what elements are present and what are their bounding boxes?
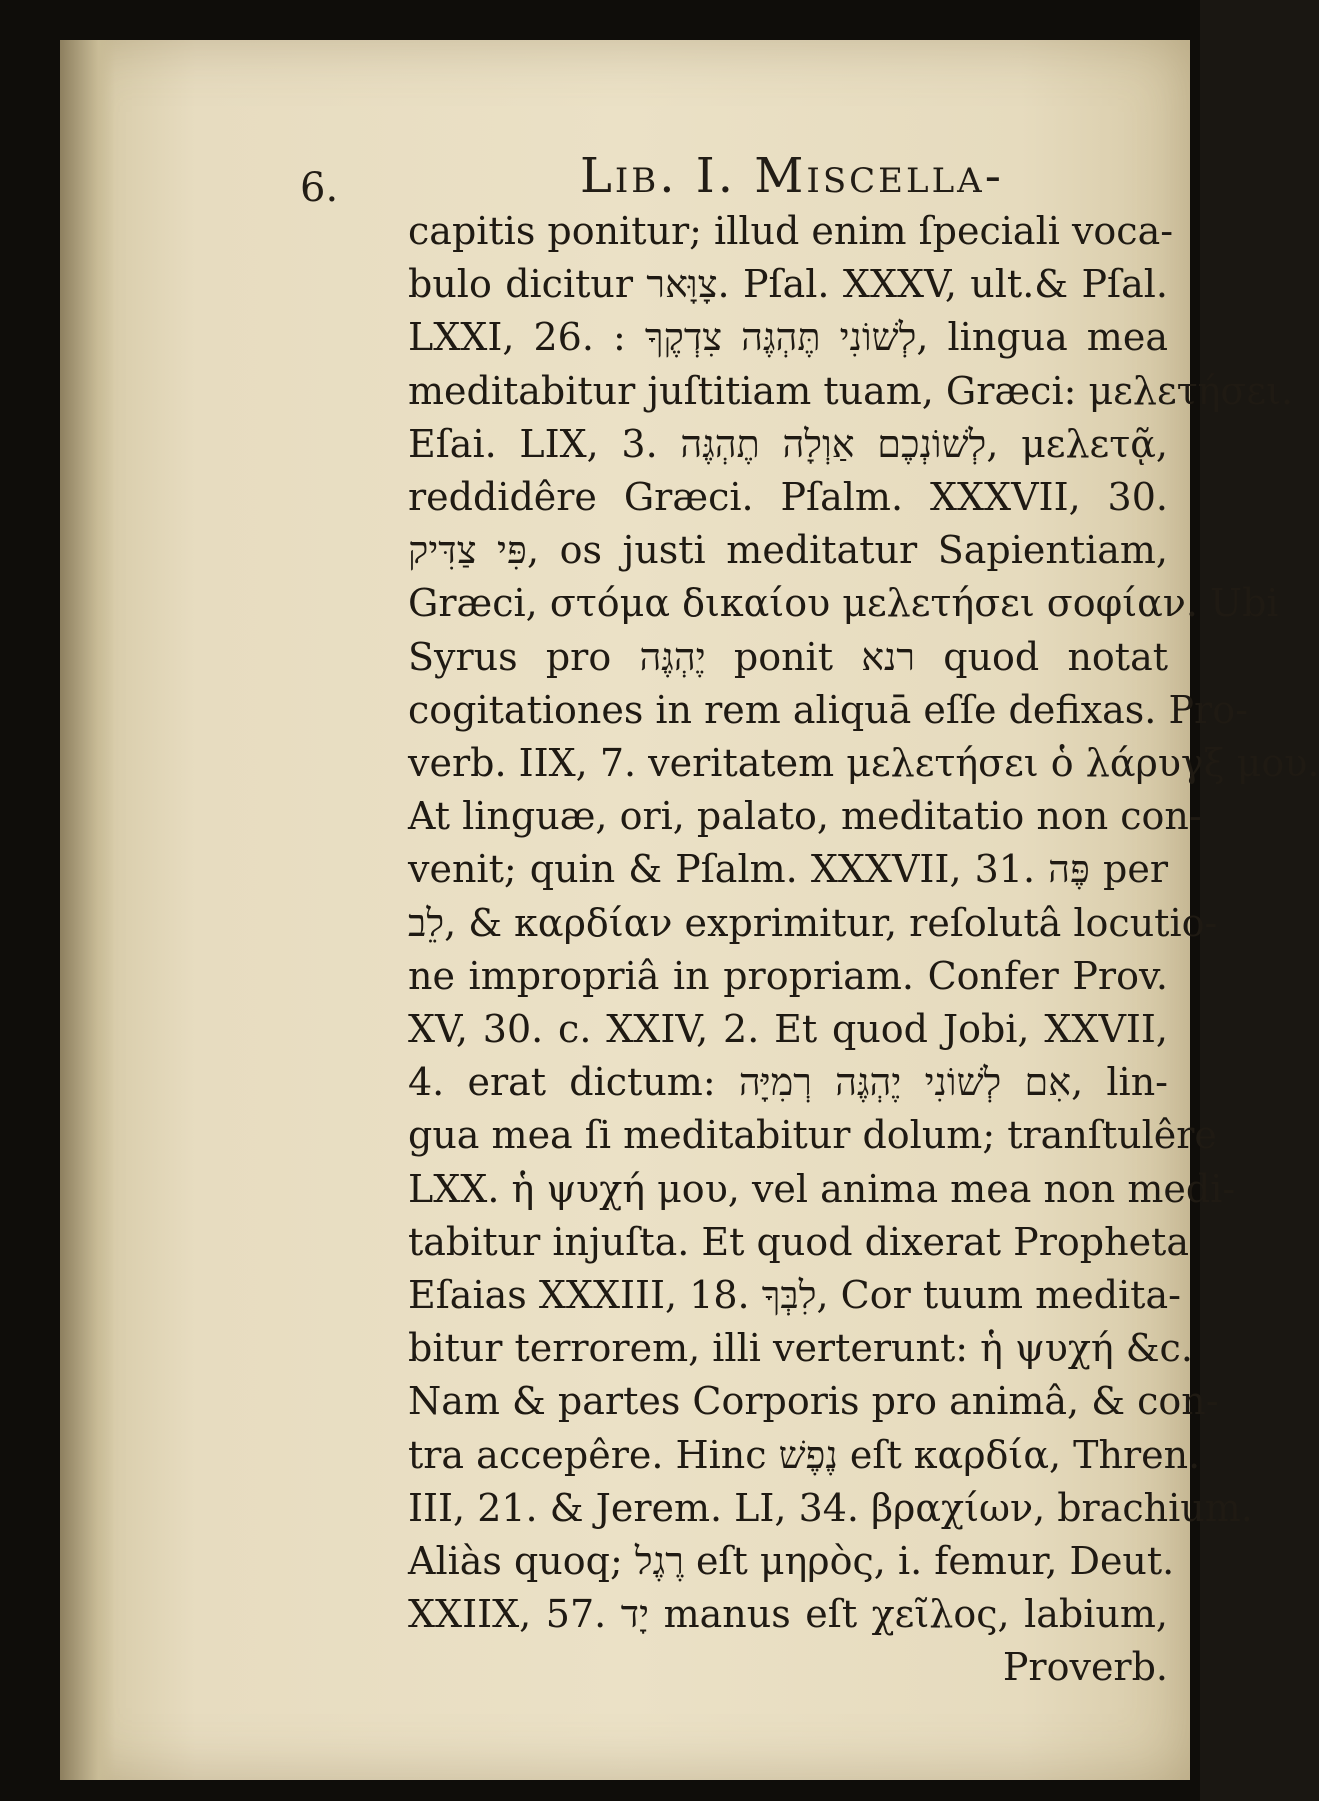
text-line: bitur terrorem, illi verterunt: ἡ ψυχή &c.: [408, 1326, 1193, 1371]
page-gutter: [60, 40, 115, 1780]
text-line: venit; quin & Pſalm. XXXVII, 31. פֶּה per: [408, 847, 1168, 892]
text-line: LXX. ἡ ψυχή μου, vel anima mea non medi-: [408, 1166, 1236, 1211]
text-line: gua mea ſi meditabitur dolum; tranſtulêre: [408, 1113, 1217, 1158]
text-line: 4. erat dictum: אִם לְשׁוֹנִי יֶהְגֶּה רְמִיָּה, lin-: [408, 1060, 1169, 1105]
text-line: Syrus pro יֶהְגֶּה ponit רנא quod notat: [408, 634, 1168, 679]
text-line: cogitationes in rem aliquā eſſe defixas. Pro-: [408, 687, 1248, 732]
running-head: Lib. I. Miscella-: [580, 148, 1004, 204]
text-line: verb. IIX, 7. veritatem μελετήσει ὁ λάρυγξ μου.: [408, 741, 1319, 786]
text-line: tra accepêre. Hinc נֶפֶשׁ eſt καρδία, Thren.: [408, 1432, 1201, 1477]
text-line: bulo dicitur צָוָּאר. Pſal. XXXV, ult.& Pſal.: [408, 262, 1169, 307]
text-line: tabitur injuſta. Et quod dixerat Propheta: [408, 1219, 1189, 1264]
text-line: reddidêre Græci. Pſalm. XXXVII, 30.: [408, 475, 1168, 520]
catchword: Proverb.: [1002, 1645, 1168, 1690]
text-line: capitis ponitur; illud enim ſpeciali voca-: [408, 209, 1174, 253]
text-line: לֵב, & καρδίαν exprimitur, reſolutâ locutio-: [408, 900, 1218, 945]
text-line: III, 21. & Jerem. LI, 34. βραχίων, brachium.: [408, 1485, 1253, 1530]
text-line: XV, 30. c. XXIV, 2. Et quod Jobi, XXVII,: [408, 1007, 1168, 1052]
text-line: Aliàs quoq; רֶגֶל eſt μηρὸς, i. femur, Deut.: [408, 1539, 1175, 1584]
text-line: Nam & partes Corporis pro animâ, & con-: [408, 1379, 1219, 1424]
text-line: LXXI, 26. : לְשׁוֹנִי תֶּהְגֶּה צִדְקֶךָ, lingua mea: [408, 315, 1168, 360]
text-line: XXIIX, 57. יָד manus eſt χεῖλος, labium,: [408, 1592, 1168, 1637]
text-line: meditabitur juſtitiam tuam, Græci: μελετήσει.: [408, 368, 1294, 413]
page-number: 6.: [300, 165, 339, 211]
text-line: פִּי צַדִּיק, os justi meditatur Sapientiam,: [408, 528, 1169, 573]
body-text: [408, 205, 1319, 1695]
text-line: ne impropriâ in propriam. Confer Prov.: [408, 953, 1168, 998]
text-line: Eſaias XXXIII, 18. לִבְּךָ, Cor tuum medita-: [408, 1273, 1181, 1318]
text-line: Græci, στόμα δικαίου μελετήσει σοφίαν. Ubi: [408, 581, 1279, 626]
text-line: At linguæ, ori, palato, meditatio non con-: [408, 794, 1202, 839]
text-line: Eſai. LIX, 3. לְשׁוֹנְכֶם אַוְלָה תֶהְגֶּה, μελετᾷ,: [408, 421, 1168, 466]
